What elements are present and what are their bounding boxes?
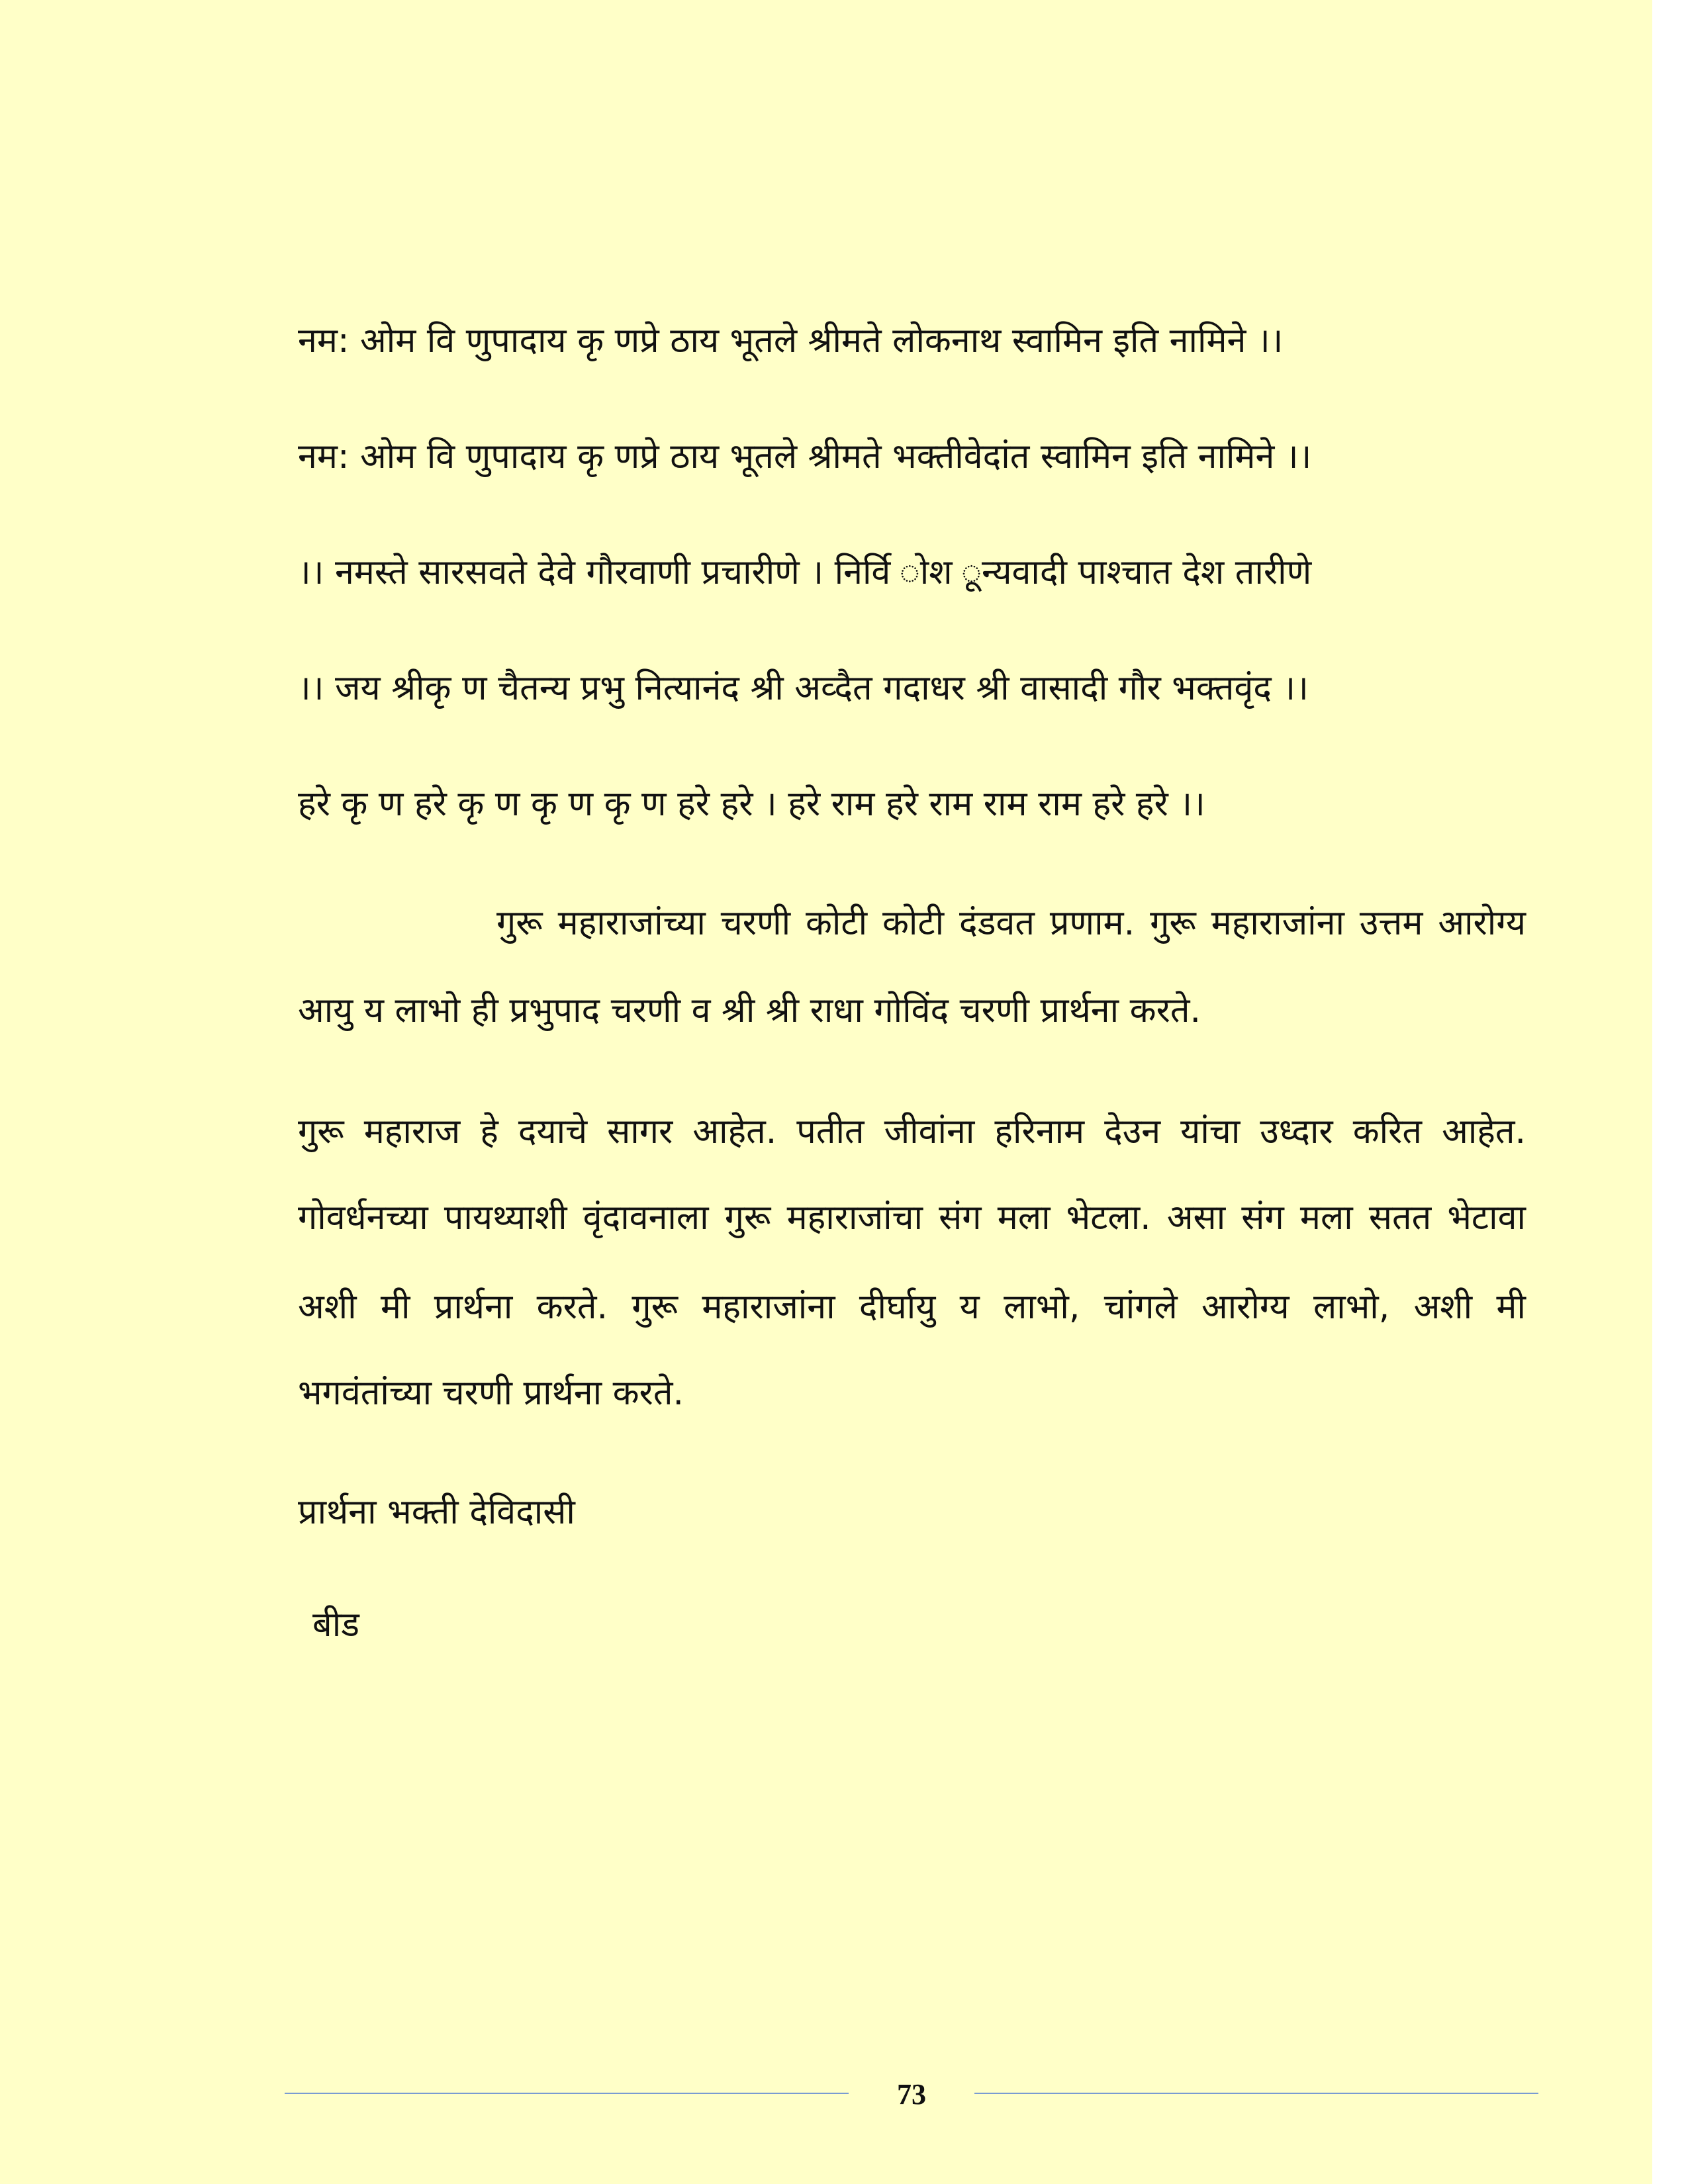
footer-rule-left (285, 2093, 849, 2094)
mantra-line: ।। जय श्रीकृ ण चैतन्य प्रभु नित्यानंद श्री अव्दैत गदाधर श्री वासादी गौर भक्तवृंद ।। (298, 668, 1309, 708)
mantra-line: नम: ओम वि णुपादाय कृ णप्रे ठाय भूतले श्रीमते भक्तीवेदांत स्वामिन इति नामिने ।। (298, 437, 1312, 477)
paragraph-line: आयु य लाभो ही प्रभुपाद चरणी व श्री श्री राधा गोविंद चरणी प्रार्थना करते. (298, 991, 1201, 1030)
page-number: 73 (897, 2078, 926, 2111)
mantra-line: ।। नमस्ते सारसवते देवे गौरवाणी प्रचारीणे । निर्वि ोश ून्यवादी पाश्चात देश तारीणे (298, 553, 1312, 592)
paragraph-line: अशी मी प्रार्थना करते. गुरू महाराजांना दीर्घायु य लाभो, चांगले आरोग्य लाभो, अशी मी (298, 1287, 1526, 1327)
paragraph-line: भगवंतांच्या चरणी प्रार्थना करते. (298, 1373, 684, 1413)
paragraph-line: गुरू महाराज हे दयाचे सागर आहेत. पतीत जीवांना हरिनाम देउन यांचा उध्दार करित आहेत. (298, 1112, 1526, 1152)
signature-place: बीड (312, 1605, 359, 1645)
signature-name: प्रार्थना भक्ती देविदासी (298, 1492, 575, 1532)
paragraph-line: गोवर्धनच्या पायथ्याशी वृंदावनाला गुरू महाराजांचा संग मला भेटला. असा संग मला सतत भेटावा (298, 1198, 1526, 1238)
paragraph-line: गुरू महाराजांच्या चरणी कोटी कोटी दंडवत प्रणाम. गुरू महाराजांना उत्तम आरोग्य (496, 903, 1526, 943)
mantra-line: हरे कृ ण हरे कृ ण कृ ण कृ ण हरे हरे । हरे राम हरे राम राम राम हरे हरे ।। (298, 784, 1205, 824)
page-right-margin (1652, 0, 1688, 2184)
footer-rule-right (974, 2093, 1538, 2094)
mantra-line: नम: ओम वि णुपादाय कृ णप्रे ठाय भूतले श्रीमते लोकनाथ स्वामिन इति नामिने ।। (298, 321, 1284, 361)
